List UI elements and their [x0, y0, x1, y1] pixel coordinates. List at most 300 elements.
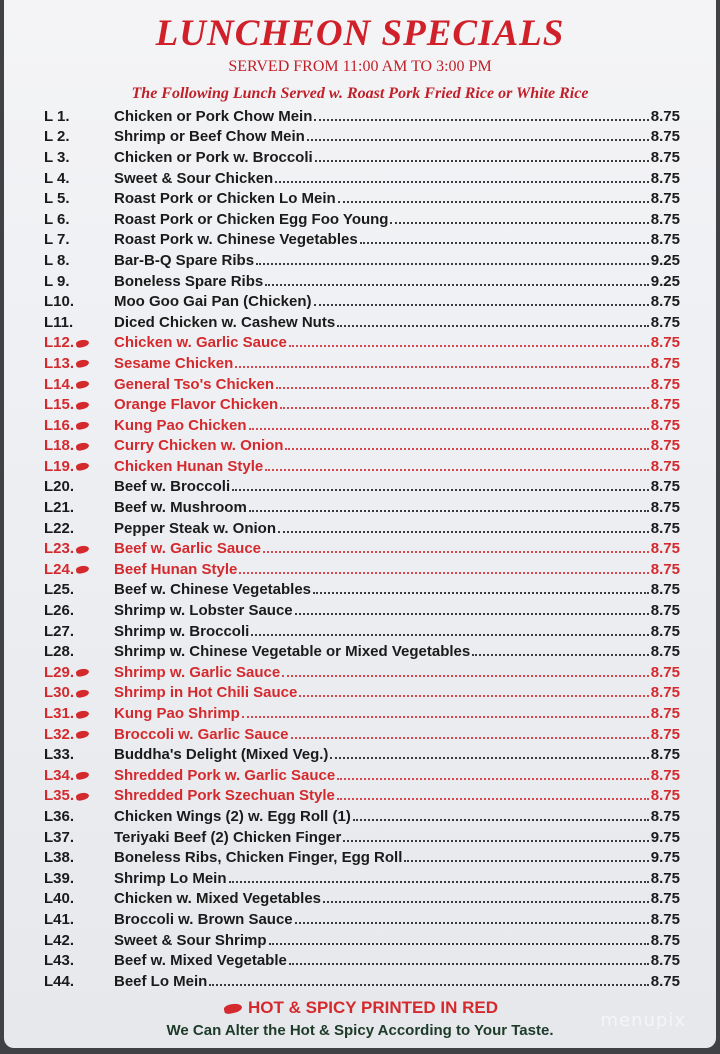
item-name: Shrimp or Beef Chow Mein [114, 128, 305, 146]
menu-item-row [4, 765, 716, 786]
chili-pepper-icon [75, 400, 89, 410]
item-price: 8.75 [650, 602, 680, 620]
item-line [114, 437, 680, 454]
item-code [44, 767, 106, 784]
item-code [44, 973, 106, 990]
item-name: Chicken Wings (2) w. Egg Roll (1) [114, 807, 351, 825]
dot-leader [265, 458, 649, 471]
item-code [44, 190, 106, 207]
item-price: 8.75 [650, 519, 680, 537]
item-code [44, 726, 106, 743]
dot-leader [307, 128, 649, 141]
menu-item-row [4, 641, 716, 662]
item-name: Beef w. Garlic Sauce [114, 540, 262, 558]
item-line [114, 396, 680, 413]
item-code-text: L 6. [44, 210, 70, 228]
item-line [114, 190, 680, 207]
dot-leader [313, 581, 649, 594]
item-name: Beef w. Mushroom [114, 499, 247, 517]
dot-leader [323, 890, 649, 903]
item-code-text: L 5. [44, 190, 70, 208]
item-code-text: L43. [44, 952, 75, 970]
dot-leader [353, 808, 649, 821]
item-name: Shrimp w. Broccoli [114, 622, 250, 640]
item-price: 9.75 [650, 849, 680, 867]
item-name: Bar-B-Q Spare Ribs [114, 251, 255, 269]
item-code [44, 870, 106, 887]
item-name: Beef w. Chinese Vegetables [114, 581, 312, 599]
menu-item-row [4, 291, 716, 312]
item-code [44, 334, 106, 351]
dot-leader [337, 767, 649, 780]
item-price: 8.75 [650, 746, 680, 764]
item-name: Boneless Ribs, Chicken Finger, Egg Roll [114, 849, 403, 867]
menu-item-row [4, 889, 716, 910]
item-code-text: L12. [44, 334, 75, 352]
menu-item-row [4, 353, 716, 374]
dot-leader [285, 437, 648, 450]
item-line [114, 499, 680, 516]
item-code [44, 293, 106, 310]
item-code-text: L11. [44, 313, 74, 331]
dot-leader [276, 376, 649, 389]
item-name: Sesame Chicken [114, 354, 234, 372]
item-code [44, 787, 106, 804]
dot-leader [265, 273, 649, 286]
item-code [44, 231, 106, 248]
dot-leader [289, 952, 649, 965]
item-line [114, 890, 680, 907]
item-price: 8.75 [650, 107, 680, 125]
item-name: Beef Lo Mein [114, 972, 208, 990]
dot-leader [404, 849, 648, 862]
item-price: 8.75 [650, 354, 680, 372]
item-line [114, 458, 680, 475]
menu-item-row [4, 909, 716, 930]
menu-item-row [4, 147, 716, 168]
item-code [44, 684, 106, 701]
item-price: 8.75 [650, 478, 680, 496]
item-code [44, 581, 106, 598]
item-line [114, 211, 680, 228]
chili-pepper-icon [75, 339, 89, 349]
item-name: Orange Flavor Chicken [114, 396, 279, 414]
dot-leader [291, 726, 649, 739]
menu-item-row [4, 106, 716, 127]
item-line [114, 602, 680, 619]
item-line [114, 293, 680, 310]
item-name: Broccoli w. Garlic Sauce [114, 725, 289, 743]
dot-leader [343, 829, 649, 842]
item-code [44, 561, 106, 578]
item-code-text: L 3. [44, 148, 70, 166]
menu-item-row [4, 538, 716, 559]
item-code-text: L15. [44, 396, 75, 414]
item-price: 8.75 [650, 952, 680, 970]
item-name: Chicken or Pork w. Broccoli [114, 148, 313, 166]
item-code [44, 849, 106, 866]
item-code-text: L39. [44, 869, 75, 887]
item-line [114, 170, 680, 187]
menu-item-row [4, 662, 716, 683]
item-code [44, 170, 106, 187]
item-name: Buddha's Delight (Mixed Veg.) [114, 746, 329, 764]
menu-item-row [4, 930, 716, 951]
item-name: Roast Pork or Chicken Lo Mein [114, 190, 336, 208]
item-line [114, 376, 680, 393]
chili-pepper-icon [75, 380, 89, 390]
menu-item-row [4, 188, 716, 209]
item-code-text: L30. [44, 684, 75, 702]
item-code [44, 273, 106, 290]
item-code [44, 705, 106, 722]
dot-leader [269, 932, 649, 945]
item-code [44, 643, 106, 660]
dot-leader [282, 664, 649, 677]
menu-item-row [4, 621, 716, 642]
item-line [114, 314, 680, 331]
item-code [44, 808, 106, 825]
chili-pepper-icon [75, 421, 89, 431]
item-code-text: L 8. [44, 251, 70, 269]
menu-item-row [4, 600, 716, 621]
item-price: 8.75 [650, 293, 680, 311]
dot-leader [295, 602, 649, 615]
item-price: 8.75 [650, 169, 680, 187]
item-code-text: L14. [44, 375, 75, 393]
item-price: 8.75 [650, 128, 680, 146]
item-code-text: L18. [44, 437, 75, 455]
item-line [114, 128, 680, 145]
item-name: Kung Pao Chicken [114, 416, 247, 434]
item-line [114, 334, 680, 351]
item-code [44, 108, 106, 125]
item-price: 8.75 [650, 231, 680, 249]
item-price: 8.75 [650, 766, 680, 784]
item-code [44, 458, 106, 475]
menu-item-row [4, 497, 716, 518]
menu-item-row [4, 559, 716, 580]
menu-item-row [4, 827, 716, 848]
item-line [114, 973, 680, 990]
item-code-text: L38. [44, 849, 75, 867]
item-name: Chicken w. Mixed Vegetables [114, 890, 322, 908]
item-code [44, 932, 106, 949]
item-line [114, 581, 680, 598]
item-code [44, 478, 106, 495]
menu-item-row [4, 312, 716, 333]
item-price: 8.75 [650, 416, 680, 434]
item-name: Beef Hunan Style [114, 560, 238, 578]
item-code-text: L31. [44, 705, 75, 723]
item-price: 8.75 [650, 375, 680, 393]
item-price: 8.75 [650, 581, 680, 599]
item-code [44, 602, 106, 619]
item-code-text: L 9. [44, 272, 70, 290]
item-price: 8.75 [650, 663, 680, 681]
menu-item-row [4, 950, 716, 971]
item-line [114, 911, 680, 928]
chili-pepper-icon [75, 730, 89, 740]
item-code-text: L44. [44, 972, 75, 990]
item-code-text: L35. [44, 787, 75, 805]
item-line [114, 478, 680, 495]
dot-leader [390, 211, 648, 224]
item-code-text: L33. [44, 746, 75, 764]
item-price: 8.75 [650, 499, 680, 517]
item-code-text: L28. [44, 643, 75, 661]
dot-leader [338, 190, 649, 203]
item-price: 8.75 [650, 437, 680, 455]
item-name: Sweet & Sour Shrimp [114, 931, 267, 949]
item-price: 8.75 [650, 807, 680, 825]
item-name: General Tso's Chicken [114, 375, 275, 393]
item-code [44, 890, 106, 907]
legend-text: HOT & SPICY PRINTED IN RED [248, 998, 498, 1017]
item-price: 8.75 [650, 190, 680, 208]
menu-item-row [4, 250, 716, 271]
item-code-text: L22. [44, 519, 75, 537]
item-line [114, 623, 680, 640]
dot-leader [472, 643, 649, 656]
item-name: Broccoli w. Brown Sauce [114, 910, 293, 928]
menu-item-row [4, 168, 716, 189]
item-line [114, 849, 680, 866]
item-price: 9.75 [650, 828, 680, 846]
item-line [114, 231, 680, 248]
item-code [44, 911, 106, 928]
menu-item-row [4, 580, 716, 601]
item-price: 8.75 [650, 869, 680, 887]
item-code-text: L16. [44, 416, 75, 434]
item-code [44, 664, 106, 681]
menu-item-row [4, 724, 716, 745]
item-price: 8.75 [650, 890, 680, 908]
menu-item-row [4, 518, 716, 539]
item-name: Shrimp w. Lobster Sauce [114, 602, 293, 620]
item-code-text: L 2. [44, 128, 70, 146]
item-name: Sweet & Sour Chicken [114, 169, 274, 187]
item-code-text: L32. [44, 725, 75, 743]
item-price: 8.75 [650, 313, 680, 331]
item-price: 8.75 [650, 931, 680, 949]
item-line [114, 417, 680, 434]
item-name: Teriyaki Beef (2) Chicken Finger [114, 828, 342, 846]
item-code-text: L20. [44, 478, 75, 496]
menu-list [4, 106, 716, 992]
item-line [114, 355, 680, 372]
item-price: 8.75 [650, 540, 680, 558]
item-code [44, 520, 106, 537]
chili-pepper-icon [75, 792, 89, 802]
item-code-text: L34. [44, 766, 75, 784]
dot-leader [209, 973, 648, 986]
item-price: 8.75 [650, 725, 680, 743]
dot-leader [314, 293, 649, 306]
menu-item-row [4, 271, 716, 292]
item-code [44, 252, 106, 269]
item-price: 8.75 [650, 457, 680, 475]
dot-leader [299, 684, 648, 697]
dot-leader [242, 705, 649, 718]
dot-leader [256, 252, 649, 265]
dot-leader [337, 314, 649, 327]
item-code [44, 314, 106, 331]
menu-item-row [4, 786, 716, 807]
watermark-text: menupix [600, 1010, 686, 1031]
item-line [114, 787, 680, 804]
item-code-text: L 1. [44, 107, 70, 125]
item-name: Chicken or Pork Chow Mein [114, 107, 313, 125]
dot-leader [229, 870, 649, 883]
item-name: Curry Chicken w. Onion [114, 437, 284, 455]
dot-leader [239, 561, 648, 574]
menu-item-row [4, 456, 716, 477]
menu-item-row [4, 477, 716, 498]
menu-sheet [4, 0, 716, 1048]
item-code [44, 829, 106, 846]
item-code-text: L26. [44, 602, 75, 620]
chili-pepper-icon [75, 771, 89, 781]
item-code-text: L37. [44, 828, 75, 846]
item-price: 8.75 [650, 396, 680, 414]
item-code [44, 355, 106, 372]
item-line [114, 808, 680, 825]
item-line [114, 705, 680, 722]
dot-leader [232, 478, 649, 491]
item-code-text: L25. [44, 581, 75, 599]
item-name: Pepper Steak w. Onion [114, 519, 276, 537]
alter-spice-note: We Can Alter the Hot & Spicy According to Your Taste. [166, 1022, 554, 1039]
chili-pepper-icon [75, 442, 89, 452]
item-code-text: L36. [44, 807, 75, 825]
menu-item-row [4, 971, 716, 992]
dot-leader [278, 520, 649, 533]
menu-item-row [4, 374, 716, 395]
dot-leader [289, 334, 649, 347]
item-name: Kung Pao Shrimp [114, 705, 240, 723]
item-price: 8.75 [650, 334, 680, 352]
item-price: 8.75 [650, 705, 680, 723]
item-code-text: L21. [44, 499, 75, 517]
dot-leader [315, 149, 649, 162]
item-price: 8.75 [650, 684, 680, 702]
dot-leader [295, 911, 649, 924]
chili-pepper-icon [75, 359, 89, 369]
chili-pepper-icon [75, 462, 89, 472]
item-price: 8.75 [650, 210, 680, 228]
item-name: Shrimp Lo Mein [114, 869, 227, 887]
dot-leader [263, 540, 649, 553]
menu-item-row [4, 394, 716, 415]
dot-leader [235, 355, 649, 368]
chili-pepper-icon [75, 709, 89, 719]
item-line [114, 829, 680, 846]
dot-leader [330, 746, 648, 759]
item-code [44, 376, 106, 393]
menu-item-row [4, 436, 716, 457]
menu-item-row [4, 127, 716, 148]
item-price: 8.75 [650, 643, 680, 661]
item-name: Shrimp w. Garlic Sauce [114, 663, 281, 681]
item-name: Roast Pork w. Chinese Vegetables [114, 231, 358, 249]
item-line [114, 520, 680, 537]
dot-leader [280, 396, 649, 409]
item-price: 9.25 [650, 272, 680, 290]
item-code [44, 128, 106, 145]
item-price: 8.75 [650, 622, 680, 640]
item-price: 8.75 [650, 910, 680, 928]
item-code [44, 149, 106, 166]
item-code-text: L27. [44, 622, 75, 640]
item-line [114, 149, 680, 166]
item-code [44, 623, 106, 640]
chili-pepper-icon [223, 1002, 242, 1015]
menu-item-row [4, 333, 716, 354]
item-price: 8.75 [650, 148, 680, 166]
item-code [44, 396, 106, 413]
dot-leader [360, 231, 649, 244]
item-line [114, 643, 680, 660]
rice-note: The Following Lunch Served w. Roast Pork Fried Rice or White Rice [131, 85, 589, 102]
menu-item-row [4, 847, 716, 868]
dot-leader [249, 417, 649, 430]
menu-item-row [4, 415, 716, 436]
item-line [114, 932, 680, 949]
item-code-text: L 7. [44, 231, 70, 249]
item-line [114, 870, 680, 887]
item-line [114, 252, 680, 269]
dot-leader [337, 787, 649, 800]
item-code-text: L13. [44, 354, 75, 372]
menu-item-row [4, 683, 716, 704]
menu-item-row [4, 868, 716, 889]
item-name: Diced Chicken w. Cashew Nuts [114, 313, 336, 331]
item-code-text: L10. [44, 293, 75, 311]
menu-item-row [4, 230, 716, 251]
item-line [114, 273, 680, 290]
item-code-text: L41. [44, 910, 75, 928]
item-code-text: L19. [44, 457, 75, 475]
item-name: Beef w. Mixed Vegetable [114, 952, 287, 970]
item-name: Shrimp w. Chinese Vegetable or Mixed Vegetables [114, 643, 471, 661]
menu-item-row [4, 209, 716, 230]
item-name: Roast Pork or Chicken Egg Foo Young [114, 210, 389, 228]
item-price: 8.75 [650, 560, 680, 578]
item-line [114, 108, 680, 125]
dot-leader [275, 170, 649, 183]
item-name: Shredded Pork w. Garlic Sauce [114, 766, 336, 784]
item-line [114, 746, 680, 763]
menu-item-row [4, 744, 716, 765]
menu-title: LUNCHEON SPECIALS [155, 13, 565, 54]
dot-leader [251, 623, 648, 636]
dot-leader [314, 108, 648, 121]
item-name: Chicken w. Garlic Sauce [114, 334, 287, 352]
item-name: Beef w. Broccoli [114, 478, 231, 496]
item-code-text: L42. [44, 931, 75, 949]
item-code [44, 437, 106, 454]
item-code [44, 499, 106, 516]
item-code-text: L 4. [44, 169, 70, 187]
item-line [114, 684, 680, 701]
item-code [44, 211, 106, 228]
item-line [114, 561, 680, 578]
item-line [114, 767, 680, 784]
item-code-text: L29. [44, 663, 75, 681]
item-code-text: L24. [44, 560, 75, 578]
menu-item-row [4, 806, 716, 827]
